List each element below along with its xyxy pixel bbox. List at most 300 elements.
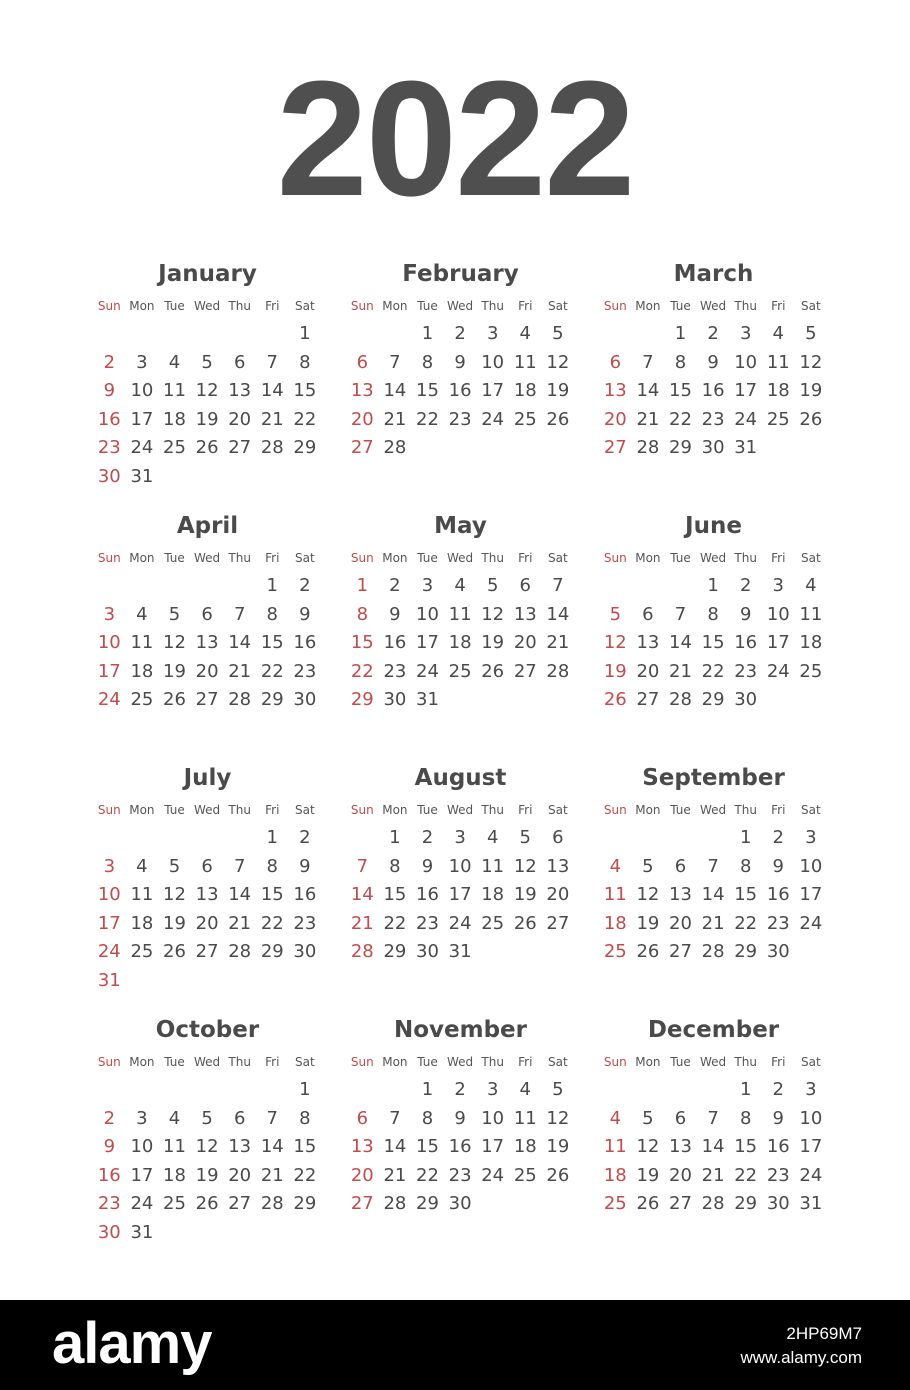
day-cell: 9 [103, 380, 116, 401]
day-cell: 26 [163, 689, 186, 710]
day-cell: 12 [636, 884, 660, 905]
day-cell: 17 [766, 632, 790, 653]
day-cell: 18 [513, 1136, 537, 1157]
weekday-label: Sun [603, 1055, 627, 1069]
empty-day [346, 320, 379, 349]
day-grid [599, 320, 852, 463]
weekday-label: Sun [350, 551, 374, 565]
weekday-label: Tue [417, 299, 438, 313]
weekday-label: Thu [734, 551, 757, 565]
day-cell: 26 [603, 689, 627, 710]
year-title: 2022 [276, 47, 634, 230]
day-cell: 15 [416, 1136, 439, 1157]
day-cell: 20 [195, 912, 219, 934]
month-name: December [647, 1017, 780, 1043]
weekday-label: Tue [417, 803, 438, 817]
day-cell: 16 [766, 884, 790, 905]
day-cell: 9 [454, 1107, 466, 1129]
day-cell: 24 [766, 660, 790, 682]
day-cell: 12 [546, 351, 570, 373]
weekday-label: Fri [771, 551, 786, 565]
day-cell: 21 [350, 912, 374, 934]
weekday-label: Sat [295, 803, 315, 817]
day-cell: 20 [350, 408, 374, 430]
day-cell: 20 [350, 1164, 374, 1186]
weekday-label: Sat [548, 551, 568, 565]
empty-day [191, 824, 224, 853]
weekday-label: Sun [603, 299, 627, 313]
day-cell: 3 [486, 323, 499, 344]
day-cell: 7 [707, 855, 719, 877]
day-cell: 4 [519, 323, 531, 344]
day-cell: 13 [546, 855, 570, 877]
day-cell: 16 [448, 380, 472, 401]
day-cell: 30 [97, 465, 121, 487]
empty-day [126, 572, 159, 601]
day-cell: 16 [766, 1136, 790, 1157]
month-name: February [402, 261, 519, 287]
empty-day [632, 1076, 665, 1105]
day-cell: 6 [356, 1107, 369, 1129]
day-cell: 5 [519, 827, 531, 848]
day-cell: 25 [799, 660, 823, 682]
day-cell: 11 [603, 1136, 627, 1157]
weekday-label: Fri [265, 803, 280, 817]
day-cell: 17 [416, 632, 439, 653]
weekday-label: Wed [193, 299, 221, 313]
day-cell: 14 [546, 603, 570, 625]
day-cell: 20 [228, 408, 252, 430]
day-cell: 28 [260, 1193, 284, 1214]
day-cell: 24 [799, 1164, 823, 1186]
day-cell: 27 [669, 1193, 692, 1214]
day-cell: 31 [97, 969, 121, 991]
day-cell: 23 [448, 408, 472, 430]
day-cell: 26 [636, 941, 660, 962]
day-cell: 9 [454, 351, 466, 373]
day-cell: 11 [766, 351, 790, 373]
empty-day [697, 824, 730, 853]
empty-day [191, 1076, 224, 1105]
day-cell: 14 [383, 1136, 407, 1157]
weekday-label: Sun [350, 803, 374, 817]
weekday-label: Wed [193, 803, 221, 817]
day-cell: 6 [356, 351, 369, 373]
day-cell: 15 [701, 632, 725, 653]
day-cell: 24 [130, 1193, 154, 1214]
day-cell: 12 [799, 351, 823, 373]
empty-day [93, 1076, 126, 1105]
day-cell: 8 [739, 1107, 752, 1129]
day-cell: 5 [642, 1107, 654, 1129]
weekday-label: Wed [193, 1055, 221, 1069]
day-cell: 9 [739, 603, 752, 625]
empty-day [632, 824, 665, 853]
day-cell: 13 [350, 1136, 374, 1157]
day-cell: 5 [805, 323, 817, 344]
weekday-header [599, 544, 852, 572]
day-cell: 21 [383, 1164, 407, 1186]
day-cell: 27 [669, 941, 692, 962]
weekday-label: Mon [635, 551, 661, 565]
day-cell: 29 [260, 941, 284, 962]
day-cell: 31 [799, 1193, 823, 1214]
weekday-label: Fri [518, 803, 533, 817]
day-cell: 13 [350, 380, 374, 401]
day-cell: 1 [739, 1079, 752, 1100]
day-cell: 1 [707, 575, 719, 596]
weekday-header [346, 796, 599, 824]
month-name: January [158, 261, 257, 287]
weekday-label: Wed [193, 551, 221, 565]
day-cell: 14 [260, 380, 284, 401]
day-grid [599, 824, 852, 967]
weekday-header [346, 292, 599, 320]
footer-info [740, 1322, 862, 1370]
day-cell: 25 [448, 660, 472, 682]
month-name: October [155, 1017, 260, 1043]
day-cell: 2 [421, 827, 434, 848]
day-cell: 11 [130, 632, 154, 653]
day-cell: 15 [260, 632, 284, 653]
day-cell: 13 [669, 884, 692, 905]
day-cell: 8 [707, 603, 719, 625]
empty-day [158, 572, 191, 601]
weekday-header [346, 1048, 599, 1076]
day-cell: 3 [103, 603, 116, 625]
day-cell: 16 [293, 632, 317, 653]
day-cell: 5 [609, 603, 622, 625]
day-cell: 10 [97, 884, 121, 905]
day-cell: 16 [416, 884, 439, 905]
weekday-header [599, 292, 852, 320]
day-cell: 7 [356, 855, 369, 877]
day-cell: 12 [163, 884, 186, 905]
empty-day [632, 320, 665, 349]
day-cell: 8 [266, 855, 278, 877]
weekday-label: Thu [481, 299, 504, 313]
weekday-label: Fri [771, 1055, 786, 1069]
day-cell: 17 [448, 884, 472, 905]
day-cell: 24 [481, 1164, 505, 1186]
weekday-label: Wed [446, 299, 474, 313]
day-cell: 16 [383, 632, 407, 653]
day-cell: 22 [260, 912, 284, 934]
day-cell: 8 [421, 1107, 434, 1129]
weekday-label: Thu [228, 803, 251, 817]
day-cell: 25 [603, 941, 627, 962]
day-cell: 7 [266, 1107, 278, 1129]
day-cell: 1 [421, 1079, 434, 1100]
day-cell: 15 [350, 632, 374, 653]
weekday-header [346, 544, 599, 572]
day-cell: 12 [636, 1136, 660, 1157]
day-cell: 3 [805, 1079, 817, 1100]
empty-day [126, 1076, 159, 1105]
day-cell: 17 [481, 1136, 505, 1157]
day-cell: 26 [546, 1164, 570, 1186]
day-cell: 2 [454, 323, 466, 344]
month-name: May [434, 513, 487, 539]
day-cell: 18 [799, 632, 823, 653]
weekday-label: Thu [228, 299, 251, 313]
day-cell: 7 [266, 351, 278, 373]
day-cell: 10 [799, 855, 823, 877]
weekday-label: Thu [228, 1055, 251, 1069]
weekday-label: Sat [548, 803, 568, 817]
day-cell: 2 [389, 575, 401, 596]
day-cell: 16 [448, 1136, 472, 1157]
day-cell: 5 [201, 351, 213, 373]
empty-day [191, 320, 224, 349]
day-cell: 21 [546, 632, 570, 653]
day-cell: 19 [195, 408, 219, 430]
month-april [93, 508, 346, 760]
empty-day [93, 572, 126, 601]
empty-day [93, 320, 126, 349]
day-cell: 13 [195, 884, 219, 905]
empty-day [664, 572, 697, 601]
weekday-label: Tue [670, 299, 691, 313]
day-cell: 6 [674, 1107, 687, 1129]
day-cell: 6 [201, 855, 213, 877]
day-cell: 26 [546, 408, 570, 430]
day-cell: 6 [552, 827, 564, 848]
day-cell: 10 [799, 1107, 823, 1129]
weekday-label: Wed [699, 803, 727, 817]
day-cell: 9 [389, 603, 401, 625]
day-cell: 16 [97, 408, 121, 430]
day-cell: 14 [350, 884, 374, 905]
day-cell: 16 [97, 1164, 121, 1186]
month-september [599, 760, 852, 1012]
day-cell: 23 [97, 1193, 121, 1214]
day-cell: 23 [448, 1164, 472, 1186]
day-cell: 25 [130, 941, 154, 962]
day-cell: 22 [383, 912, 407, 934]
day-cell: 23 [766, 1164, 790, 1186]
day-cell: 22 [669, 408, 692, 430]
day-cell: 9 [299, 603, 311, 625]
weekday-label: Tue [670, 803, 691, 817]
day-cell: 24 [799, 912, 823, 934]
day-cell: 2 [103, 351, 116, 373]
empty-day [191, 572, 224, 601]
day-cell: 4 [609, 855, 622, 877]
weekday-label: Thu [481, 803, 504, 817]
day-cell: 6 [233, 1107, 246, 1129]
day-cell: 16 [734, 632, 758, 653]
day-cell: 11 [799, 603, 823, 625]
day-cell: 22 [293, 1164, 317, 1186]
day-cell: 5 [486, 575, 499, 596]
day-cell: 5 [552, 1079, 564, 1100]
day-cell: 15 [383, 884, 407, 905]
day-cell: 28 [260, 437, 284, 458]
weekday-label: Fri [265, 551, 280, 565]
day-cell: 24 [734, 408, 758, 430]
day-cell: 18 [130, 660, 154, 682]
day-cell: 12 [163, 632, 186, 653]
weekday-label: Mon [129, 1055, 155, 1069]
day-cell: 25 [603, 1193, 627, 1214]
day-cell: 30 [97, 1221, 121, 1243]
day-cell: 8 [389, 855, 401, 877]
day-cell: 25 [163, 1193, 186, 1214]
day-cell: 28 [636, 437, 660, 458]
weekday-label: Thu [228, 551, 251, 565]
day-cell: 19 [481, 632, 505, 653]
day-cell: 23 [383, 660, 407, 682]
day-cell: 17 [130, 1164, 154, 1186]
empty-day [158, 1076, 191, 1105]
weekday-label: Thu [481, 551, 504, 565]
day-cell: 1 [266, 827, 278, 848]
day-cell: 1 [389, 827, 401, 848]
day-cell: 26 [799, 408, 823, 430]
day-cell: 3 [805, 827, 817, 848]
day-cell: 15 [293, 1136, 317, 1157]
day-cell: 3 [454, 827, 466, 848]
weekday-label: Sun [350, 299, 374, 313]
day-cell: 15 [416, 380, 439, 401]
weekday-label: Mon [382, 551, 408, 565]
months-grid [93, 256, 853, 1264]
month-january [93, 256, 346, 508]
month-november [346, 1012, 599, 1264]
day-cell: 28 [701, 941, 725, 962]
day-cell: 14 [260, 1136, 284, 1157]
weekday-label: Mon [635, 1055, 661, 1069]
day-cell: 25 [130, 689, 154, 710]
day-cell: 22 [416, 1164, 439, 1186]
day-cell: 25 [163, 437, 186, 458]
day-cell: 21 [260, 1164, 284, 1186]
day-cell: 3 [136, 1107, 148, 1129]
month-name: August [414, 765, 507, 791]
day-cell: 4 [168, 1107, 181, 1129]
day-cell: 19 [603, 660, 627, 682]
empty-day [599, 824, 632, 853]
weekday-label: Tue [164, 551, 185, 565]
day-cell: 1 [299, 323, 311, 344]
day-cell: 2 [103, 1107, 116, 1129]
day-cell: 29 [416, 1193, 439, 1214]
day-cell: 14 [701, 884, 725, 905]
empty-day [632, 572, 665, 601]
footer-url: www.alamy.com [740, 1348, 862, 1367]
day-cell: 1 [266, 575, 278, 596]
day-cell: 1 [421, 323, 434, 344]
weekday-header [599, 796, 852, 824]
day-cell: 11 [130, 884, 154, 905]
day-cell: 30 [293, 941, 317, 962]
day-cell: 23 [734, 660, 758, 682]
day-cell: 28 [383, 437, 407, 458]
day-cell: 4 [486, 827, 499, 848]
weekday-label: Thu [734, 299, 757, 313]
day-cell: 20 [603, 408, 627, 430]
day-cell: 12 [195, 1136, 219, 1157]
day-cell: 30 [293, 689, 317, 710]
weekday-label: Sun [603, 551, 627, 565]
day-cell: 2 [454, 1079, 466, 1100]
day-cell: 9 [772, 1107, 784, 1129]
day-cell: 26 [195, 437, 219, 458]
day-cell: 15 [260, 884, 284, 905]
weekday-label: Mon [382, 803, 408, 817]
day-cell: 4 [454, 575, 466, 596]
month-october [93, 1012, 346, 1264]
day-cell: 26 [163, 941, 186, 962]
day-cell: 21 [260, 408, 284, 430]
day-cell: 10 [97, 632, 121, 653]
empty-day [223, 824, 256, 853]
day-cell: 4 [136, 603, 148, 625]
weekday-label: Sat [801, 803, 821, 817]
weekday-label: Wed [699, 1055, 727, 1069]
weekday-label: Sat [801, 551, 821, 565]
month-name: April [176, 513, 239, 539]
day-cell: 21 [636, 408, 660, 430]
day-cell: 5 [552, 323, 564, 344]
weekday-label: Tue [164, 299, 185, 313]
empty-day [599, 572, 632, 601]
day-cell: 28 [350, 941, 374, 962]
day-cell: 18 [603, 912, 627, 934]
empty-day [697, 1076, 730, 1105]
weekday-label: Sat [295, 299, 315, 313]
day-cell: 7 [233, 603, 246, 625]
weekday-label: Fri [265, 299, 280, 313]
day-cell: 21 [383, 408, 407, 430]
day-cell: 19 [163, 660, 186, 682]
day-cell: 4 [168, 351, 181, 373]
day-cell: 12 [546, 1107, 570, 1129]
day-cell: 7 [552, 575, 564, 596]
day-cell: 30 [766, 1193, 790, 1214]
weekday-label: Sun [97, 551, 121, 565]
day-cell: 19 [799, 380, 823, 401]
day-cell: 6 [519, 575, 531, 596]
day-cell: 23 [97, 437, 121, 458]
weekday-header [93, 544, 346, 572]
day-cell: 8 [299, 1107, 311, 1129]
weekday-label: Thu [481, 1055, 504, 1069]
day-cell: 1 [299, 1079, 311, 1100]
weekday-label: Mon [129, 299, 155, 313]
day-cell: 1 [674, 323, 687, 344]
day-cell: 8 [674, 351, 687, 373]
day-cell: 26 [481, 660, 505, 682]
day-cell: 29 [734, 1193, 758, 1214]
day-cell: 6 [201, 603, 213, 625]
empty-day [256, 1076, 289, 1105]
month-name: September [642, 765, 785, 791]
day-cell: 13 [228, 1136, 252, 1157]
day-cell: 21 [228, 912, 252, 934]
day-cell: 15 [734, 884, 758, 905]
weekday-label: Sun [603, 803, 627, 817]
day-cell: 9 [299, 855, 311, 877]
day-cell: 30 [766, 941, 790, 962]
day-cell: 27 [228, 437, 252, 458]
day-cell: 13 [513, 603, 537, 625]
weekday-label: Fri [518, 299, 533, 313]
month-may [346, 508, 599, 760]
empty-day [379, 1076, 412, 1105]
day-cell: 6 [609, 351, 622, 373]
